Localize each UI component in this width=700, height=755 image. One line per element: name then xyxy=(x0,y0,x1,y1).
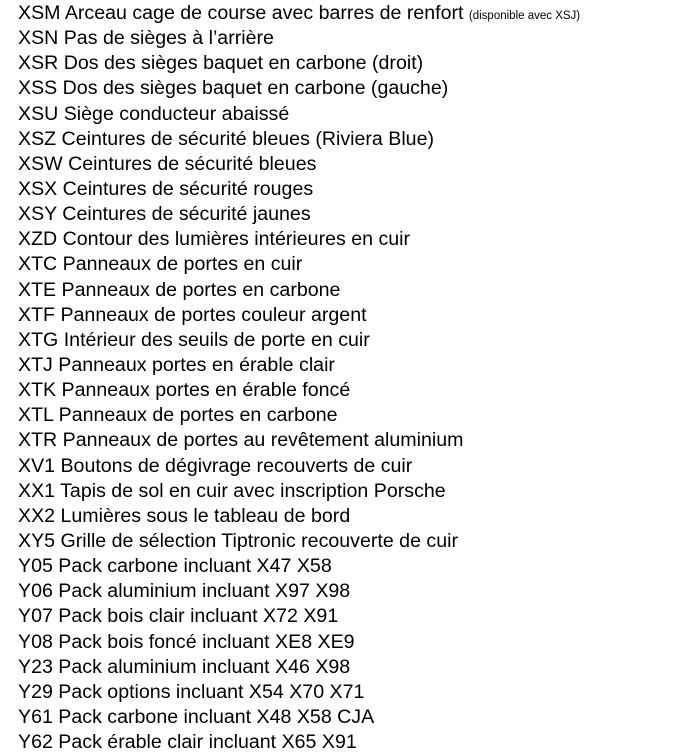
option-item: Y06 Pack aluminium incluant X97 X98 xyxy=(18,580,351,603)
option-code-list xyxy=(18,1,580,755)
option-item: XZD Contour des lumières intérieures en cuir xyxy=(18,228,411,251)
option-item: XSZ Ceintures de sécurité bleues (Riviera Blue) xyxy=(18,127,435,150)
option-item: Y05 Pack carbone incluant X47 X58 xyxy=(18,555,332,578)
option-item: XSN Pas de sièges à l’arrière xyxy=(18,27,274,50)
option-item: Y61 Pack carbone incluant X48 X58 CJA xyxy=(18,705,375,728)
option-item: Y23 Pack aluminium incluant X46 X98 xyxy=(18,655,351,678)
option-item: XTC Panneaux de portes en cuir xyxy=(18,253,303,276)
option-item: XTL Panneaux de portes en carbone xyxy=(18,404,338,427)
option-item: Y62 Pack érable clair incluant X65 X91 xyxy=(18,731,357,754)
option-item: XSX Ceintures de sécurité rouges xyxy=(18,177,314,200)
option-item: Y29 Pack options incluant X54 X70 X71 xyxy=(18,680,365,703)
option-item: XSU Siège conducteur abaissé xyxy=(18,102,290,125)
option-item: XY5 Grille de sélection Tiptronic recouverte de cuir xyxy=(18,529,458,552)
option-item xyxy=(18,1,580,26)
option-item: XSY Ceintures de sécurité jaunes xyxy=(18,203,311,226)
option-item: XX1 Tapis de sol en cuir avec inscription Porsche xyxy=(18,479,446,502)
option-item: XTR Panneaux de portes au revêtement aluminium xyxy=(18,429,464,452)
option-item: XTE Panneaux de portes en carbone xyxy=(18,278,341,301)
option-item: XSW Ceintures de sécurité bleues xyxy=(18,152,317,175)
option-item: XV1 Boutons de dégivrage recouverts de cuir xyxy=(18,454,413,477)
option-item: XTG Intérieur des seuils de porte en cuir xyxy=(18,328,370,351)
option-item: XSR Dos des sièges baquet en carbone (droit) xyxy=(18,52,424,75)
option-item: XX2 Lumières sous le tableau de bord xyxy=(18,504,351,527)
option-item: XTF Panneaux de portes couleur argent xyxy=(18,303,367,326)
option-item: Y07 Pack bois clair incluant X72 X91 xyxy=(18,605,339,628)
option-item: XTJ Panneaux portes en érable clair xyxy=(18,353,335,376)
option-text: XSM Arceau cage de course avec barres de renfort xyxy=(18,2,464,24)
option-item: Y08 Pack bois foncé incluant XE8 XE9 xyxy=(18,630,355,653)
option-note: (disponible avec XSJ) xyxy=(468,10,581,22)
option-item: XTK Panneaux portes en érable foncé xyxy=(18,379,351,402)
option-item: XSS Dos des sièges baquet en carbone (gauche) xyxy=(18,77,449,100)
